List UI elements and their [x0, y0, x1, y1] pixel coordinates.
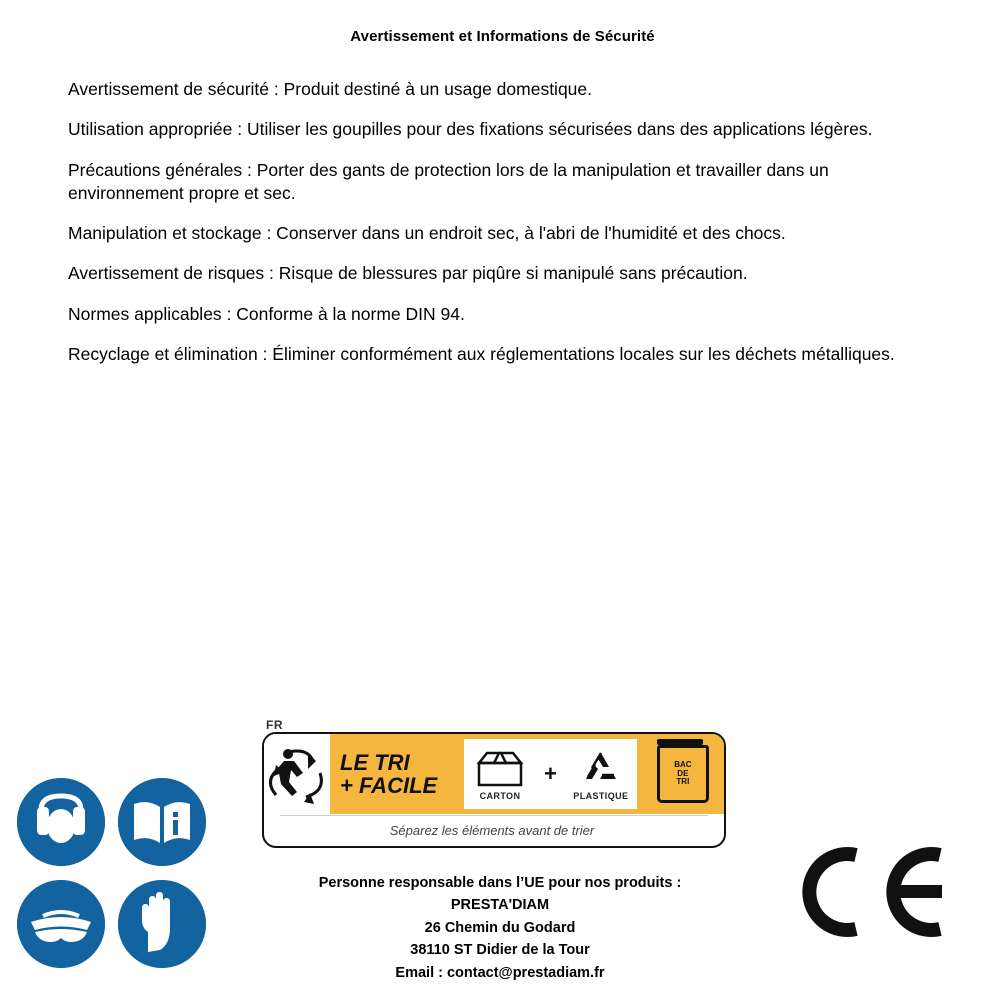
paragraph: Précautions générales : Porter des gants de protection lors de la manipulation et travailler dans un environnement propre et sec. [68, 159, 829, 203]
safety-information-body [68, 78, 928, 383]
triman-row [264, 734, 720, 814]
material-caption: PLASTIQUE [573, 791, 629, 801]
paragraph: Normes applicables : Conforme à la norme DIN 94. [68, 303, 465, 324]
bin-label-line2: DE [677, 768, 689, 778]
ear-protection-icon [17, 778, 105, 866]
material-plastique [565, 747, 637, 801]
paragraph: Avertissement de risques : Risque de blessures par piqûre si manipulé sans précaution. [68, 263, 748, 284]
intro-highlight: UE [524, 875, 545, 891]
read-instructions-icon [118, 778, 206, 866]
triman-icon [264, 734, 330, 814]
address-line-2: 38110 ST Didier de la Tour [410, 942, 590, 959]
address-line-1: 26 Chemin du Godard [424, 919, 576, 936]
bin-label-line1: BAC [674, 760, 692, 770]
triman-recycling-label [262, 718, 724, 846]
recycle-arrows-icon [565, 747, 637, 791]
triman-headline [330, 734, 464, 814]
intro-before: Personne responsable dans l’ [318, 875, 525, 891]
bin-shape [657, 745, 709, 803]
triman-footer-text: Séparez les éléments avant de trier [389, 822, 595, 838]
eye-protection-icon [17, 880, 105, 968]
responsible-person-intro [180, 872, 820, 894]
paragraph: Manipulation et stockage : Conserver dans un endroit sec, à l'abri de l'humidité et des chocs. [68, 223, 786, 244]
bin-label-line3: TRI [676, 777, 690, 787]
paragraph: Avertissement de sécurité : Produit destiné à un usage domestique. [68, 79, 593, 99]
triman-headline-line1: LE TRI [340, 749, 410, 775]
language-tag: FR [266, 718, 283, 732]
plus-symbol: + [544, 761, 557, 786]
responsible-person-block [180, 872, 820, 984]
paragraph: Recyclage et élimination : Éliminer conformément aux réglementations locales sur les déchets métalliques. [68, 343, 895, 364]
carton-box-icon [464, 747, 536, 791]
triman-yellow-band [330, 734, 726, 814]
triman-headline-line2: + FACILE [340, 773, 438, 798]
triman-box [262, 732, 726, 848]
page-title: Avertissement et Informations de Sécurité [350, 28, 655, 45]
company-name: PRESTA'DIAM [450, 897, 550, 914]
waste-bin-icon [637, 734, 726, 814]
paragraph: Utilisation appropriée : Utiliser les goupilles pour des fixations sécurisées dans des applications légères. [68, 119, 873, 140]
bin-label [674, 761, 691, 786]
material-caption: CARTON [479, 791, 521, 801]
contact-email: Email : contact@prestadiam.fr [395, 964, 605, 981]
material-carton [464, 747, 536, 801]
ce-marking-icon [800, 845, 950, 935]
intro-after: pour nos produits : [544, 875, 682, 891]
triman-materials [464, 739, 637, 809]
